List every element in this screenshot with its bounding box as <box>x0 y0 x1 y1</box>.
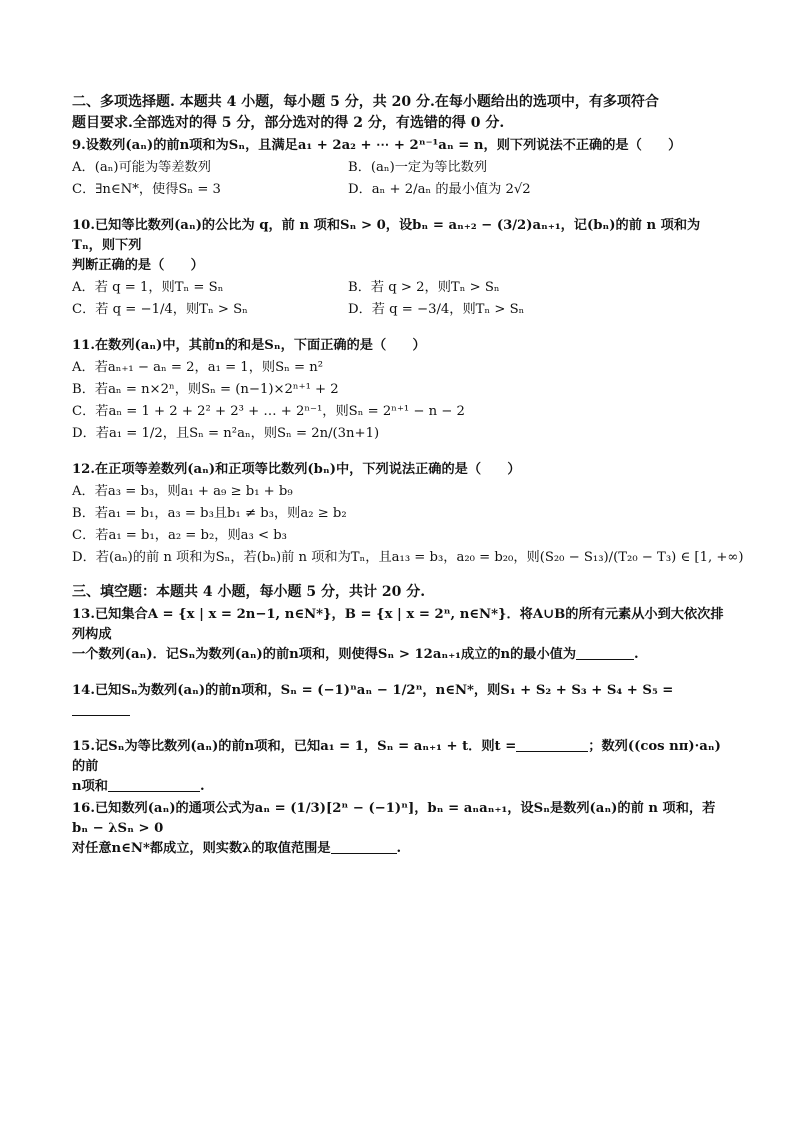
question-10-stem-line2: 判断正确的是（ ） <box>72 258 204 273</box>
question-13-line1: 13.已知集合A = {x | x = 2n−1, n∈N*}，B = {x | x = 2ⁿ, n∈N*}．将A∪B的所有元素从小到大依次排列构成 <box>72 607 724 642</box>
question-15 <box>72 737 724 797</box>
question-15-line2-text: n项和 <box>72 779 108 794</box>
question-10-option-b: B．若 q > 2，则Tₙ > Sₙ <box>348 280 500 295</box>
question-16-line1: 16.已知数列(aₙ)的通项公式为aₙ = (1/3)[2ⁿ − (−1)ⁿ]，bₙ = aₙaₙ₊₁，设Sₙ是数列(aₙ)的前 n 项和，若bₙ − λSₙ > 0 <box>72 801 716 836</box>
question-13-period: . <box>634 647 639 662</box>
question-11-stem: 11.在数列(aₙ)中，其前n的和是Sₙ，下面正确的是（ ） <box>72 338 426 353</box>
question-15-line2 <box>72 777 724 797</box>
section-2-title-line1: 二、多项选择题. 本题共 4 小题，每小题 5 分，共 20 分.在每小题给出的选项中，有多项符合 <box>72 94 659 110</box>
question-10-option-a: A．若 q = 1，则Tₙ = Sₙ <box>72 280 224 295</box>
question-10-stem-line1: 10.已知等比数列(aₙ)的公比为 q，前 n 项和Sₙ > 0，设bₙ = aₙ₊₂ − (3/2)aₙ₊₁，记(bₙ)的前 n 项和为Tₙ，则下列 <box>72 218 701 253</box>
question-9-stem: 9.设数列(aₙ)的前n项和为Sₙ，且满足a₁ + 2a₂ + ⋯ + 2ⁿ⁻¹aₙ = n，则下列说法不正确的是（ ） <box>72 138 682 153</box>
question-13-answer-blank[interactable] <box>576 645 634 660</box>
question-12-stem: 12.在正项等差数列(aₙ)和正项等比数列(bₙ)中，下列说法正确的是（ ） <box>72 462 521 477</box>
question-11-option-c: C．若aₙ = 1 + 2 + 2² + 2³ + … + 2ⁿ⁻¹，则Sₙ = 2ⁿ⁺¹ − n − 2 <box>72 404 465 419</box>
question-13-line2-text: 一个数列(aₙ)．记Sₙ为数列(aₙ)的前n项和，则使得Sₙ > 12aₙ₊₁成立的n的最小值为 <box>72 647 577 662</box>
question-15-text-b: ；数列((cos nπ)·aₙ)的前 <box>72 739 721 774</box>
question-14 <box>72 681 724 721</box>
question-11 <box>72 336 724 444</box>
section-2-title <box>72 92 724 134</box>
question-16-line2-text: 对任意n∈N*都成立，则实数λ的取值范围是 <box>72 841 331 856</box>
question-9 <box>72 136 724 200</box>
question-11-option-b: B．若aₙ = n×2ⁿ，则Sₙ = (n−1)×2ⁿ⁺¹ + 2 <box>72 382 339 397</box>
question-15-line1 <box>72 737 724 777</box>
question-12-option-c: C．若a₁ = b₁，a₂ = b₂，则a₃ < b₃ <box>72 528 287 543</box>
question-16-line2 <box>72 839 724 859</box>
question-9-option-a: A．(aₙ)可能为等差数列 <box>72 160 211 175</box>
question-12-option-d: D．若(aₙ)的前 n 项和为Sₙ，若(bₙ)前 n 项和为Tₙ，且a₁₃ = b₃，a₂₀ = b₂₀，则(S₂₀ − S₁₃)/(T₂₀ − T₃) ∈ [1, +∞) <box>72 550 744 565</box>
question-12-option-a: A．若a₃ = b₃，则a₁ + a₉ ≥ b₁ + b₉ <box>72 484 293 499</box>
question-14-text: 14.已知Sₙ为数列(aₙ)的前n项和，Sₙ = (−1)ⁿaₙ − 1/2ⁿ，n∈N*，则S₁ + S₂ + S₃ + S₄ + S₅ = <box>72 683 674 698</box>
question-16-answer-blank[interactable] <box>331 839 397 854</box>
question-14-line1 <box>72 681 724 721</box>
question-11-option-d: D．若a₁ = 1/2，且Sₙ = n²aₙ，则Sₙ = 2n/(3n+1) <box>72 426 380 441</box>
question-15-answer-blank-2[interactable] <box>108 777 200 792</box>
question-9-options <box>72 158 724 200</box>
question-11-option-a: A．若aₙ₊₁ − aₙ = 2，a₁ = 1，则Sₙ = n² <box>72 360 324 375</box>
question-10 <box>72 216 724 320</box>
question-15-period: . <box>199 779 205 794</box>
section-3-title: 三、填空题：本题共 4 小题，每小题 5 分，共计 20 分. <box>72 584 426 600</box>
question-10-option-d: D．若 q = −3/4，则Tₙ > Sₙ <box>348 302 525 317</box>
question-13-line2 <box>72 645 724 665</box>
question-10-options <box>72 278 724 320</box>
exam-page <box>72 92 744 859</box>
question-9-option-b: B．(aₙ)一定为等比数列 <box>348 160 488 175</box>
question-13 <box>72 605 724 665</box>
question-16 <box>72 799 724 859</box>
question-14-answer-blank[interactable] <box>72 701 130 716</box>
question-9-option-c: C．∃n∈N*，使得Sₙ = 3 <box>72 182 221 197</box>
question-10-option-c: C．若 q = −1/4，则Tₙ > Sₙ <box>72 302 248 317</box>
question-9-option-d: D．aₙ + 2/aₙ 的最小值为 2√2 <box>348 182 531 197</box>
question-12 <box>72 460 744 568</box>
question-15-answer-blank-1[interactable] <box>516 737 588 752</box>
question-15-text-a: 15.记Sₙ为等比数列(aₙ)的前n项和，已知a₁ = 1，Sₙ = aₙ₊₁ + t．则t = <box>72 739 517 754</box>
question-16-period: . <box>396 841 402 856</box>
question-12-option-b: B．若a₁ = b₁，a₃ = b₃且b₁ ≠ b₃，则a₂ ≥ b₂ <box>72 506 347 521</box>
section-2-title-line2: 题目要求.全部选对的得 5 分，部分选对的得 2 分，有选错的得 0 分. <box>72 115 505 131</box>
